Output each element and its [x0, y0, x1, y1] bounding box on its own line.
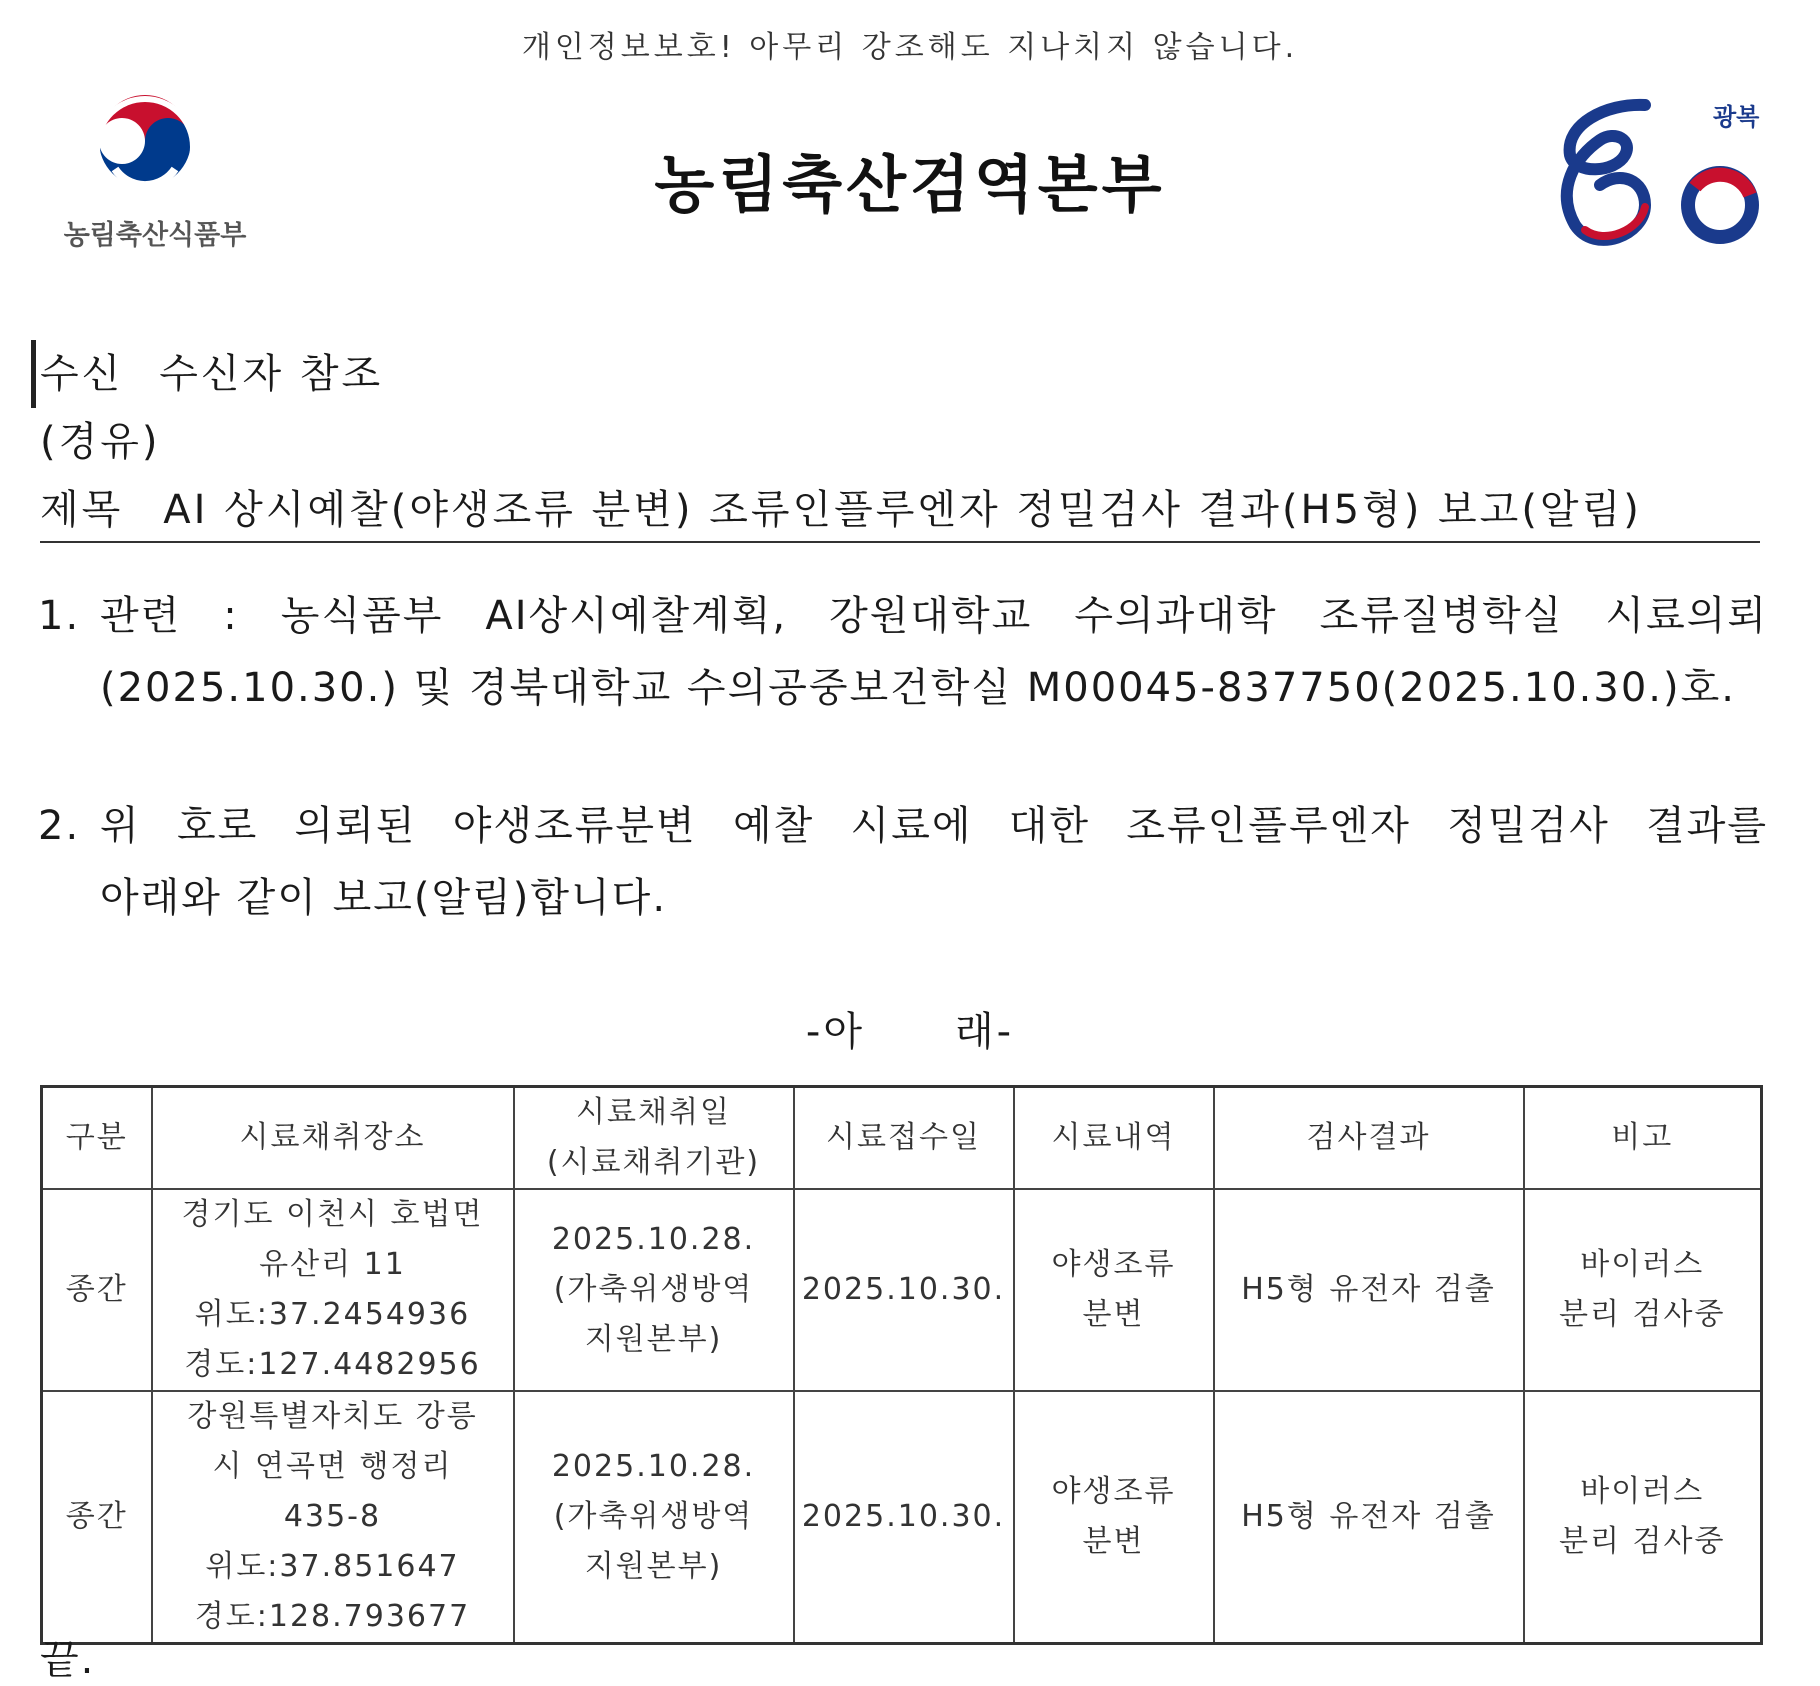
paragraph-line: (2025.10.30.) 및 경북대학교 수의공중보건학실 M00045-837750(2025.10.30.)호. [100, 665, 1736, 711]
cell-sample: 야생조류 분변 [1014, 1189, 1214, 1391]
recipient-value: 수신자 참조 [159, 351, 384, 397]
recipient-label: 수신 [40, 351, 124, 397]
cell-collection-date: 2025.10.28. (가축위생방역 지원본부) [514, 1391, 794, 1644]
cell-location: 강원특별자치도 강릉 시 연곡면 행정리 435-8 위도:37.851647 경도:128.793677 [152, 1391, 514, 1644]
agency-title: 농림축산검역본부 [654, 148, 1166, 221]
liberation-80-logo-text: 광복 [1713, 103, 1760, 131]
subject-value: AI 상시예찰(야생조류 분변) 조류인플루엔자 정밀검사 결과(H5형) 보고(알림) [163, 487, 1642, 533]
cell-category: 종간 [42, 1189, 152, 1391]
paragraph-number: 2. [38, 803, 81, 849]
cell-sample: 야생조류 분변 [1014, 1391, 1214, 1644]
cell-note: 바이러스 분리 검사중 [1524, 1391, 1762, 1644]
header-location: 시료채취장소 [152, 1087, 514, 1190]
cell-result: H5형 유전자 검출 [1214, 1189, 1524, 1391]
header-sample: 시료내역 [1014, 1087, 1214, 1190]
header-result: 검사결과 [1214, 1087, 1524, 1190]
document-header [40, 340, 1760, 544]
cell-note: 바이러스 분리 검사중 [1524, 1189, 1762, 1391]
privacy-notice: 개인정보보호! 아무리 강조해도 지나치지 않습니다. [521, 30, 1299, 65]
recipient-line [31, 340, 1760, 408]
table-row [42, 1391, 1762, 1644]
table-header-row [42, 1087, 1762, 1190]
paragraph-1 [38, 580, 1768, 724]
cell-received-date: 2025.10.30. [794, 1391, 1014, 1644]
subject-label: 제목 [40, 487, 124, 533]
below-heading [0, 1000, 1820, 1057]
cell-category: 종간 [42, 1391, 152, 1644]
subject-divider [40, 541, 1760, 543]
paragraph-line: 위 호로 의뢰된 야생조류분변 예찰 시료에 대한 조류인플루엔자 정밀검사 결과를 [100, 803, 1768, 849]
paragraph-line: 아래와 같이 보고(알림)합니다. [100, 875, 668, 921]
cell-location: 경기도 이천시 호법면 유산리 11 위도:37.2454936 경도:127.4482956 [152, 1189, 514, 1391]
ministry-logo-text: 농림축산식품부 [63, 220, 247, 251]
paragraph-2 [38, 790, 1768, 934]
paragraph-line: 관련 : 농식품부 AI상시예찰계획, 강원대학교 수의과대학 조류질병학실 시료의뢰 [100, 593, 1768, 639]
via-line: (경유) [40, 419, 161, 465]
end-mark: 끝. [40, 1637, 96, 1683]
cell-result: H5형 유전자 검출 [1214, 1391, 1524, 1644]
below-heading-left: -아 [805, 1009, 865, 1055]
cell-collection-date: 2025.10.28. (가축위생방역 지원본부) [514, 1189, 794, 1391]
cell-received-date: 2025.10.30. [794, 1189, 1014, 1391]
results-table [40, 1085, 1763, 1645]
subject-line [40, 476, 1760, 544]
liberation-80-logo [1545, 95, 1775, 255]
header-collection-date: 시료채취일 (시료채취기관) [514, 1087, 794, 1190]
paragraph-number: 1. [38, 593, 81, 639]
header-note: 비고 [1524, 1087, 1762, 1190]
header-category: 구분 [42, 1087, 152, 1190]
table-row [42, 1189, 1762, 1391]
header-received-date: 시료접수일 [794, 1087, 1014, 1190]
liberation-80-emblem-icon [1545, 95, 1775, 255]
below-heading-right: 래- [955, 1009, 1015, 1055]
